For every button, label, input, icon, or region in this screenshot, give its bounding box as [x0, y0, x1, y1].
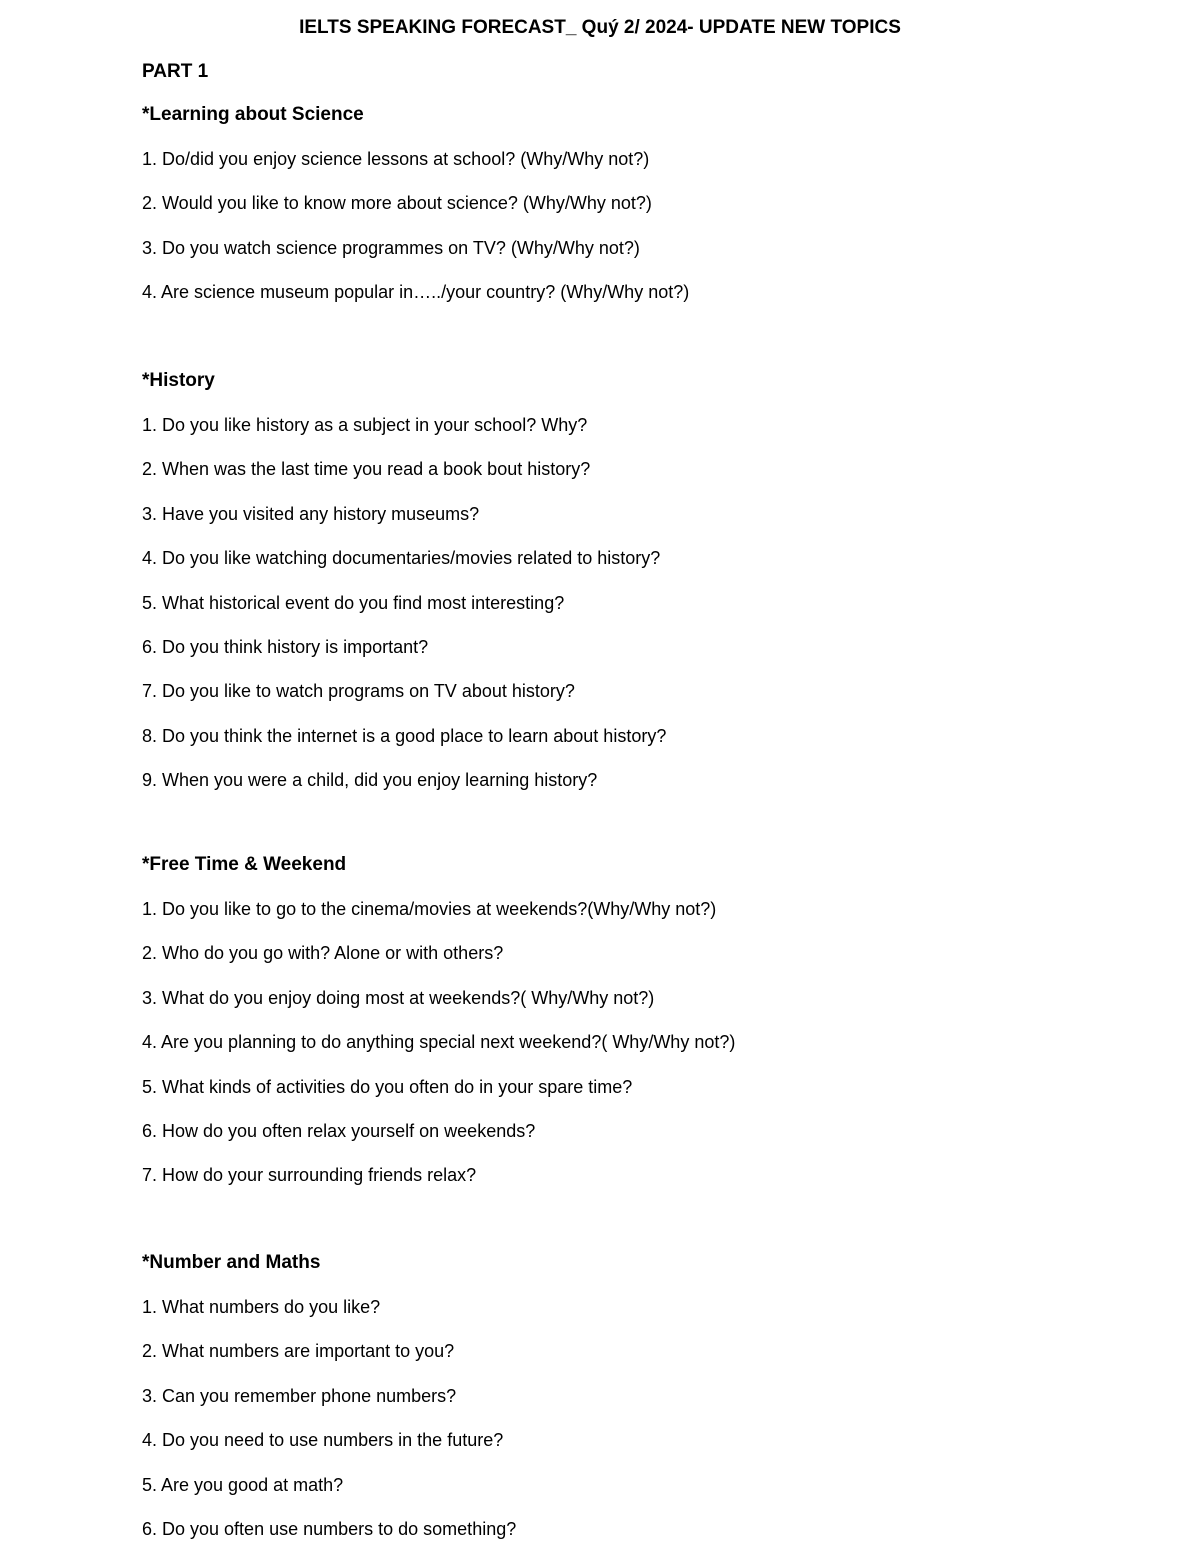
question-item: 3. Can you remember phone numbers? [142, 1385, 457, 1406]
question-item: 6. How do you often relax yourself on weekends? [142, 1120, 536, 1141]
section-heading: *Free Time & Weekend [142, 854, 347, 875]
question-item: 7. How do your surrounding friends relax? [142, 1165, 477, 1186]
question-item: 4. Are you planning to do anything special next weekend?( Why/Why not?) [142, 1032, 736, 1053]
question-item: 2. Who do you go with? Alone or with others? [142, 943, 504, 964]
question-item: 1. What numbers do you like? [142, 1297, 381, 1317]
question-item: 5. What kinds of activities do you often do in your spare time? [142, 1076, 633, 1097]
question-item: 4. Do you like watching documentaries/movies related to history? [142, 548, 661, 569]
section-free-time-weekend [142, 851, 1142, 1206]
section-history [142, 367, 1142, 811]
question-item: 2. What numbers are important to you? [142, 1341, 455, 1362]
question-item: 1. Do you like history as a subject in your school? Why? [142, 415, 588, 435]
section-heading: *Learning about Science [142, 104, 364, 125]
question-item: 1. Do you like to go to the cinema/movies at weekends?(Why/Why not?) [142, 899, 717, 919]
section-learning-about-science [142, 101, 1142, 323]
question-item: 4. Are science museum popular in…../your country? (Why/Why not?) [142, 282, 690, 303]
question-item: 3. Have you visited any history museums? [142, 503, 480, 524]
question-item: 8. Do you think the internet is a good place to learn about history? [142, 725, 667, 746]
question-item: 5. Are you good at math? [142, 1474, 344, 1495]
question-item: 5. What historical event do you find most interesting? [142, 592, 565, 613]
question-item: 1. Do/did you enjoy science lessons at school? (Why/Why not?) [142, 149, 650, 169]
part-heading: PART 1 [142, 61, 209, 82]
section-heading: *Number and Maths [142, 1252, 321, 1273]
question-item: 2. When was the last time you read a book bout history? [142, 459, 591, 480]
question-item: 6. Do you think history is important? [142, 636, 429, 657]
question-item: 2. Would you like to know more about science? (Why/Why not?) [142, 193, 652, 214]
question-item: 6. Do you often use numbers to do something? [142, 1518, 517, 1539]
question-item: 4. Do you need to use numbers in the future? [142, 1430, 504, 1451]
section-number-and-maths [142, 1249, 1142, 1559]
question-item: 3. What do you enjoy doing most at weekends?( Why/Why not?) [142, 987, 655, 1008]
question-item: 7. Do you like to watch programs on TV about history? [142, 681, 575, 702]
question-item: 3. Do you watch science programmes on TV? (Why/Why not?) [142, 237, 640, 258]
section-heading: *History [142, 370, 215, 391]
question-item: 9. When you were a child, did you enjoy learning history? [142, 770, 598, 791]
document-title: IELTS SPEAKING FORECAST_ Quý 2/ 2024- UPDATE NEW TOPICS [299, 17, 901, 38]
